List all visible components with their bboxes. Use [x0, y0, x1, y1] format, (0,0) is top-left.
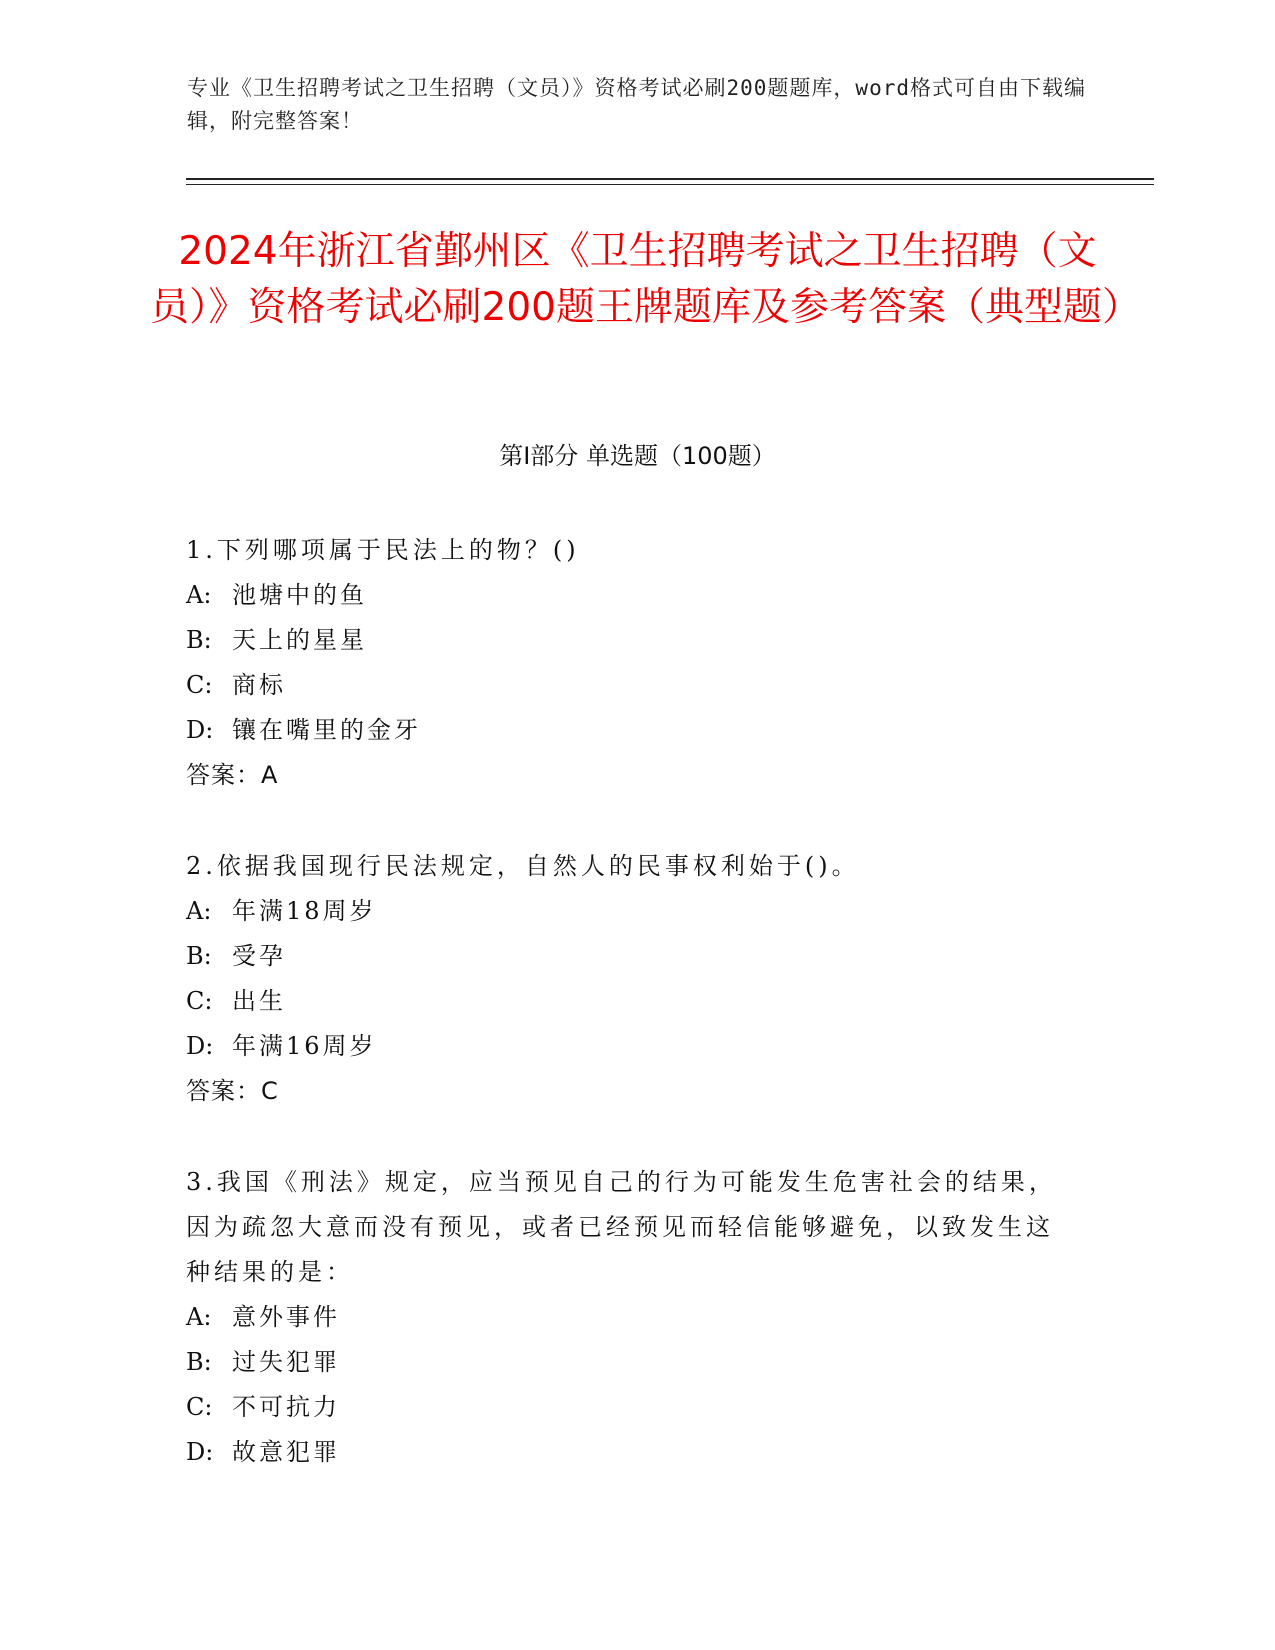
- option-text: 年满16周岁: [232, 1032, 377, 1060]
- option-c: [186, 663, 1066, 708]
- option-b: [186, 618, 1066, 663]
- answer-line: 答案：A: [186, 761, 279, 789]
- option-text: 过失犯罪: [232, 1348, 340, 1376]
- question-list: [186, 528, 1066, 1521]
- header-divider-thick: [186, 178, 1154, 180]
- option-key: B:: [186, 1348, 212, 1376]
- option-key: C:: [186, 1393, 213, 1421]
- question-2: [186, 844, 1066, 1114]
- question-stem: 2.依据我国现行民法规定，自然人的民事权利始于()。: [186, 852, 860, 880]
- option-key: B:: [186, 942, 212, 970]
- option-text: 出生: [232, 987, 286, 1015]
- document-header-note: 专业《卫生招聘考试之卫生招聘（文员）》资格考试必刷200题题库，word格式可自由下载编辑，附完整答案！: [187, 76, 1086, 133]
- option-key: D:: [186, 1438, 214, 1466]
- option-text: 受孕: [232, 942, 286, 970]
- option-text: 意外事件: [232, 1303, 340, 1331]
- question-3: [186, 1160, 1066, 1475]
- option-d: [186, 708, 1066, 753]
- option-c: [186, 1385, 1066, 1430]
- option-b: [186, 1340, 1066, 1385]
- section-title: 第I部分 单选题（100题）: [499, 442, 776, 470]
- document-title: 2024年浙江省鄞州区《卫生招聘考试之卫生招聘（文员）》资格考试必刷200题王牌题库及参考答案（典型题）: [150, 229, 1141, 330]
- option-key: A:: [186, 581, 212, 609]
- option-a: [186, 1295, 1066, 1340]
- answer-line: 答案：C: [186, 1077, 279, 1105]
- option-d: [186, 1024, 1066, 1069]
- option-text: 池塘中的鱼: [232, 581, 367, 609]
- option-text: 不可抗力: [232, 1393, 340, 1421]
- option-text: 年满18周岁: [232, 897, 377, 925]
- option-text: 商标: [232, 671, 286, 699]
- option-key: D:: [186, 1032, 214, 1060]
- option-text: 故意犯罪: [232, 1438, 340, 1466]
- question-stem: 3.我国《刑法》规定，应当预见自己的行为可能发生危害社会的结果，因为疏忽大意而没有预见，或者已经预见而轻信能够避免，以致发生这种结果的是：: [186, 1168, 1057, 1286]
- option-key: B:: [186, 626, 212, 654]
- option-b: [186, 934, 1066, 979]
- option-d: [186, 1430, 1066, 1475]
- option-a: [186, 573, 1066, 618]
- option-key: D:: [186, 716, 214, 744]
- question-stem: 1.下列哪项属于民法上的物？(): [186, 536, 580, 564]
- option-key: C:: [186, 987, 213, 1015]
- option-key: A:: [186, 897, 212, 925]
- option-key: A:: [186, 1303, 212, 1331]
- question-1: [186, 528, 1066, 798]
- header-divider-thin: [186, 184, 1154, 185]
- option-text: 天上的星星: [232, 626, 367, 654]
- option-c: [186, 979, 1066, 1024]
- option-text: 镶在嘴里的金牙: [232, 716, 421, 744]
- option-a: [186, 889, 1066, 934]
- option-key: C:: [186, 671, 213, 699]
